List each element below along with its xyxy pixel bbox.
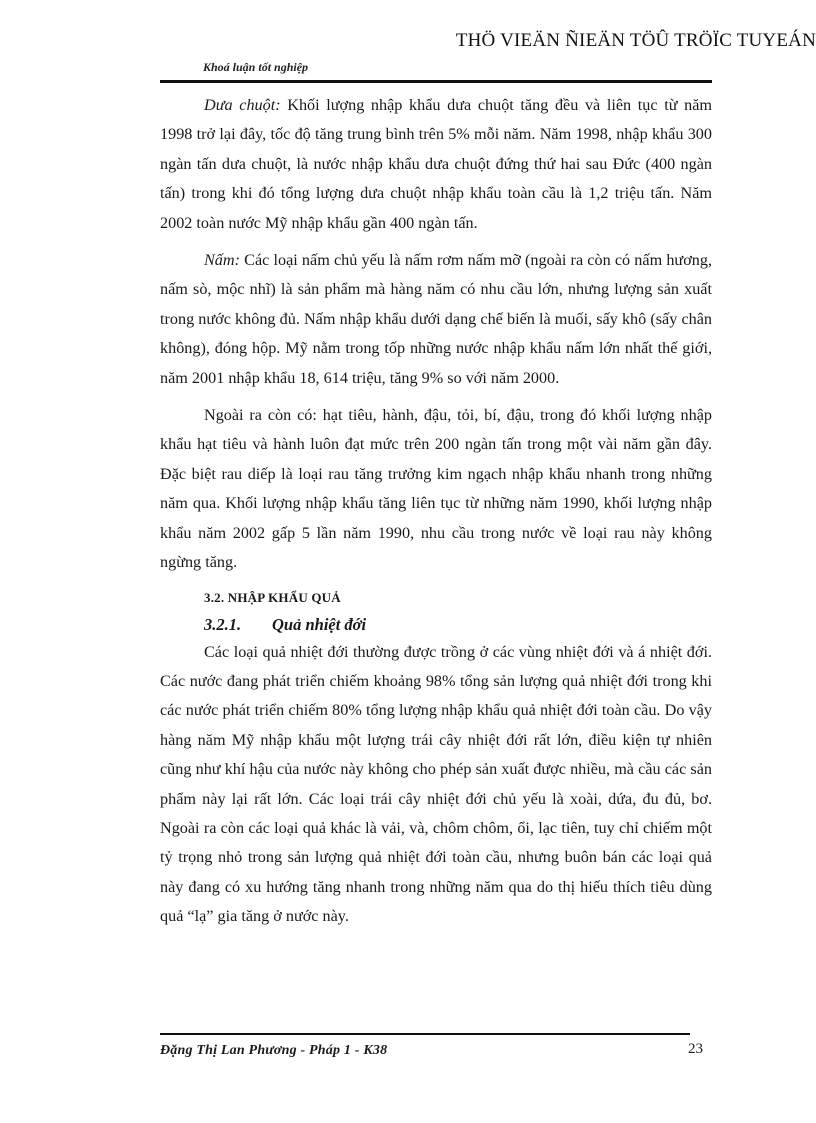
running-header: Khoá luận tốt nghiệp — [203, 60, 309, 74]
paragraph-text: Các loại nấm chủ yếu là nấm rơm nấm mỡ (ngoài ra còn có nấm hương, nấm sò, mộc nhĩ) là sản phẩm mà hàng năm có nhu cầu lớn, nhưng lượng sản xuất trong nước không đủ. Nấm nhập khẩu dưới dạng chế biến là muối, sấy khô (sấy chân không), đóng hộp. Mỹ nằm trong tốp những nước nhập khẩu nấm lớn nhất thế giới, năm 2001 nhập khẩu 18, 614 triệu, tăng 9% so với năm 2000. — [160, 251, 712, 387]
paragraph-text: Khối lượng nhập khẩu dưa chuột tăng đều và liên tục từ năm 1998 trở lại đây, tốc độ tăng trung bình trên 5% mỗi năm. Năm 1998, nhập khẩu 300 ngàn tấn dưa chuột, là nước nhập khẩu dưa chuột đứng thứ hai sau Đức (400 ngàn tấn) trong khi đó tổng lượng dưa chuột nhập khẩu toàn cầu là 1,2 triệu tấn. Năm 2002 toàn nước Mỹ nhập khẩu gần 400 ngàn tấn. — [160, 96, 712, 232]
paragraph-lead: Dưa chuột: — [204, 96, 281, 114]
watermark-text: THÖ VIEÄN ÑIEÄN TÖÛ TRÖÏC TUYEÁN — [455, 30, 816, 51]
footer-author: Đặng Thị Lan Phương - Pháp 1 - K38 — [160, 1043, 388, 1058]
paragraph-dua-chuot — [160, 91, 712, 238]
paragraph-ngoai-ra: Ngoài ra còn có: hạt tiêu, hành, đậu, tỏi, bí, đậu, trong đó khối lượng nhập khẩu hạt tiêu và hành luôn đạt mức trên 200 ngàn tấn trong một vài năm gần đây. Đặc biệt rau diếp là loại rau tăng trưởng kim ngạch nhập khẩu nhanh trong những năm qua. Khối lượng nhập khẩu tăng liên tục từ những năm 1990, khối lượng nhập khẩu năm 2002 gấp 5 lần năm 1990, nhu cầu trong nước về loại rau này không ngừng tăng. — [160, 406, 712, 572]
header-rule — [160, 80, 712, 83]
page-number: 23 — [688, 1041, 703, 1057]
subsection-number: 3.2.1. — [204, 614, 242, 634]
subsection-heading — [204, 611, 712, 638]
section-heading: 3.2. NHẬP KHẨU QUẢ — [204, 589, 341, 605]
paragraph-qua-nhiet-doi: Các loại quả nhiệt đới thường được trồng ở các vùng nhiệt đới và á nhiệt đới. Các nước đang phát triển chiếm khoảng 98% tổng sản lượng quả nhiệt đới trong khi các nước phát triển chiếm 80% tổng lượng nhập khẩu quả nhiệt đới toàn cầu. Do vậy hàng năm Mỹ nhập khẩu một lượng trái cây nhiệt đới rất lớn, điều kiện tự nhiên cũng như khí hậu của nước này không cho phép sản xuất được nhiều, mà cầu các sản phẩm này lại rất lớn. Các loại trái cây nhiệt đới chủ yếu là xoài, dứa, đu đủ, bơ. Ngoài ra còn các loại quả khác là vải, và, chôm chôm, ổi, lạc tiên, tuy chỉ chiếm một tỷ trọng nhỏ trong sản lượng quả nhiệt đới toàn cầu, nhưng buôn bán các loại quả này đang có xu hướng tăng nhanh trong những năm qua do thị hiếu thích tiêu dùng quả “lạ” gia tăng ở nước này. — [160, 642, 712, 926]
body-content — [160, 91, 712, 932]
subsection-title: Quả nhiệt đới — [272, 614, 367, 634]
footer-rule — [160, 1033, 690, 1035]
paragraph-nam — [160, 246, 712, 393]
paragraph-lead: Nấm: — [204, 251, 240, 270]
